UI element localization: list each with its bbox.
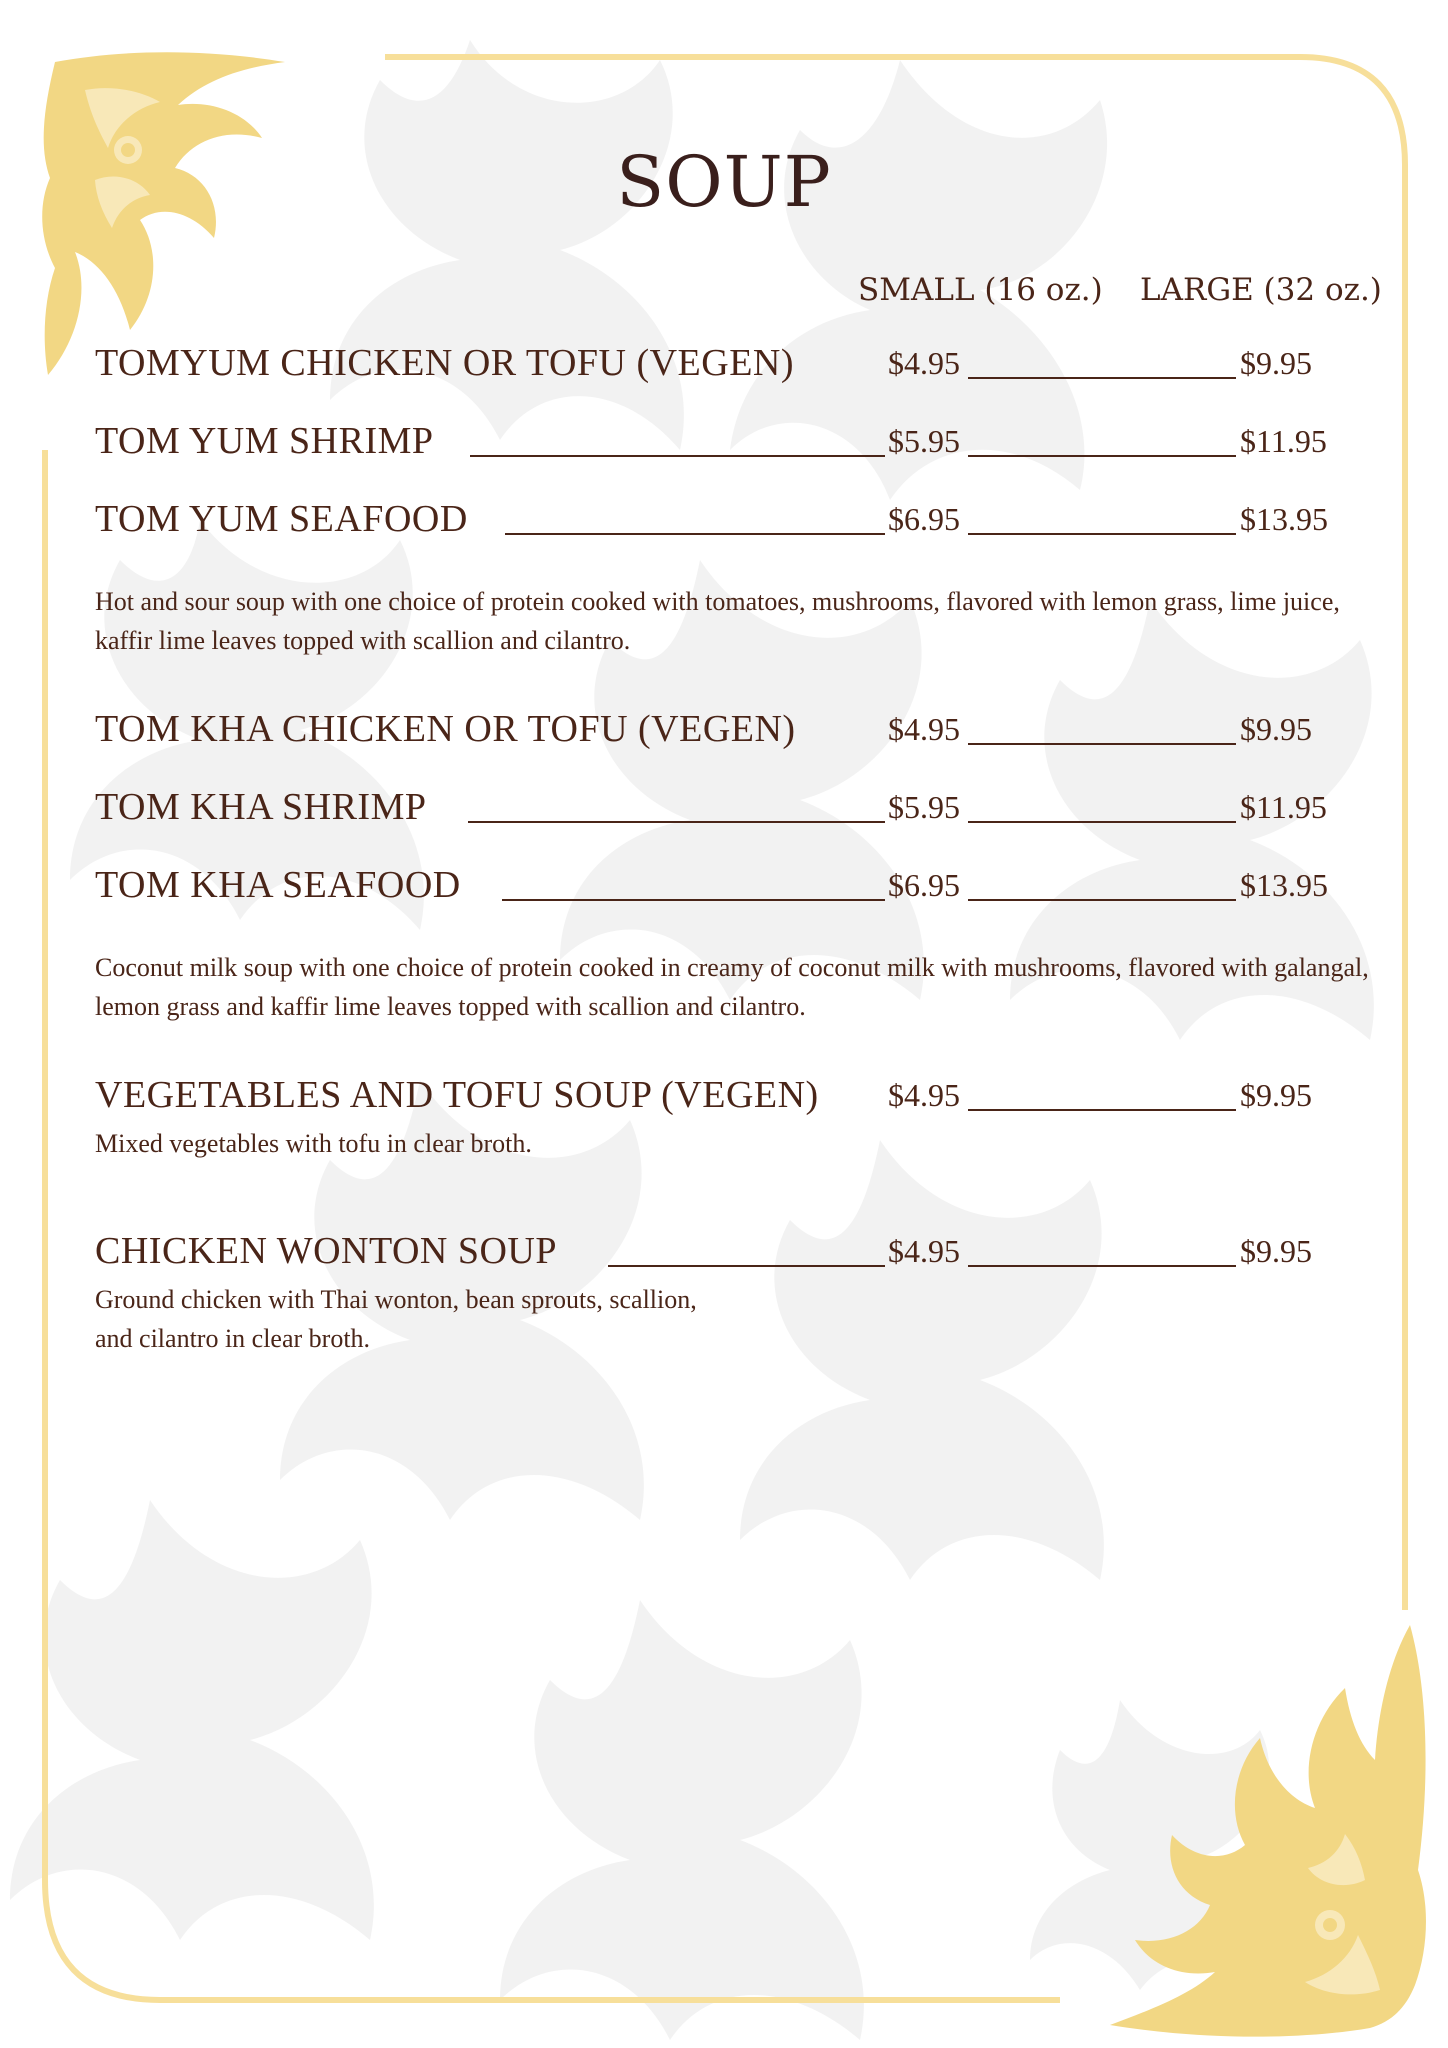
item-name: TOM KHA SEAFOOD (95, 864, 461, 906)
item-name: TOM KHA SHRIMP (95, 786, 427, 828)
item-name: CHICKEN WONTON SOUP (95, 1230, 558, 1272)
price-large: $9.95 (1240, 345, 1312, 381)
menu-item-tomyum-shrimp (0, 416, 1448, 466)
menu-item-tomyum-chicken (0, 338, 1448, 388)
leader-line (968, 743, 1236, 745)
price-small: $5.95 (888, 423, 960, 459)
wonton-description-line-1: Ground chicken with Thai wonton, bean sprouts, scallion, (95, 1285, 697, 1314)
leader-line (968, 1109, 1236, 1111)
price-large: $9.95 (1240, 1233, 1312, 1269)
menu-item-tomkha-seafood (0, 860, 1448, 910)
price-small: $6.95 (888, 501, 960, 537)
leader-line (968, 899, 1236, 901)
leader-line (968, 821, 1236, 823)
leader-line (470, 455, 885, 457)
price-small: $4.95 (888, 711, 960, 747)
item-name: TOMYUM CHICKEN OR TOFU (VEGEN) (95, 342, 795, 384)
menu-item-vegetables-tofu (0, 1070, 1448, 1120)
leader-line (502, 899, 885, 901)
leader-line (968, 377, 1236, 379)
wonton-description-line-2: and cilantro in clear broth. (95, 1324, 371, 1353)
item-name: TOM YUM SHRIMP (95, 420, 434, 462)
price-large: $11.95 (1240, 423, 1327, 459)
leader-line (968, 533, 1236, 535)
item-name: TOM YUM SEAFOOD (95, 498, 468, 540)
leader-line (608, 1265, 885, 1267)
column-header-large: LARGE (32 oz.) (1140, 272, 1382, 308)
tomyum-description: Hot and sour soup with one choice of protein cooked with tomatoes, mushrooms, flavored with lemon grass, lime juice, kaffir lime leaves topped with scallion and cilantro. (95, 587, 1340, 655)
vegetables-description: Mixed vegetables with tofu in clear broth. (95, 1129, 532, 1158)
leader-line (505, 533, 885, 535)
price-small: $4.95 (888, 345, 960, 381)
column-header-small: SMALL (16 oz.) (858, 272, 1103, 308)
leader-line (968, 1265, 1236, 1267)
price-large: $11.95 (1240, 789, 1327, 825)
page-title: SOUP (616, 141, 832, 223)
price-large: $9.95 (1240, 1077, 1312, 1113)
price-large: $13.95 (1240, 501, 1328, 537)
price-large: $13.95 (1240, 867, 1328, 903)
menu-item-chicken-wonton (0, 1226, 1448, 1276)
menu-item-tomyum-seafood (0, 494, 1448, 544)
menu-item-tomkha-shrimp (0, 782, 1448, 832)
price-small: $6.95 (888, 867, 960, 903)
price-small: $4.95 (888, 1233, 960, 1269)
item-name: VEGETABLES AND TOFU SOUP (VEGEN) (95, 1074, 819, 1116)
menu-item-tomkha-chicken (0, 704, 1448, 754)
price-large: $9.95 (1240, 711, 1312, 747)
leader-line (468, 821, 885, 823)
item-name: TOM KHA CHICKEN OR TOFU (VEGEN) (95, 708, 796, 750)
price-small: $5.95 (888, 789, 960, 825)
price-small: $4.95 (888, 1077, 960, 1113)
tomkha-description: Coconut milk soup with one choice of protein cooked in creamy of coconut milk with mushrooms, flavored with galangal, lemon grass and kaffir lime leaves topped with scallion and cilantro. (95, 953, 1369, 1021)
leader-line (968, 455, 1236, 457)
